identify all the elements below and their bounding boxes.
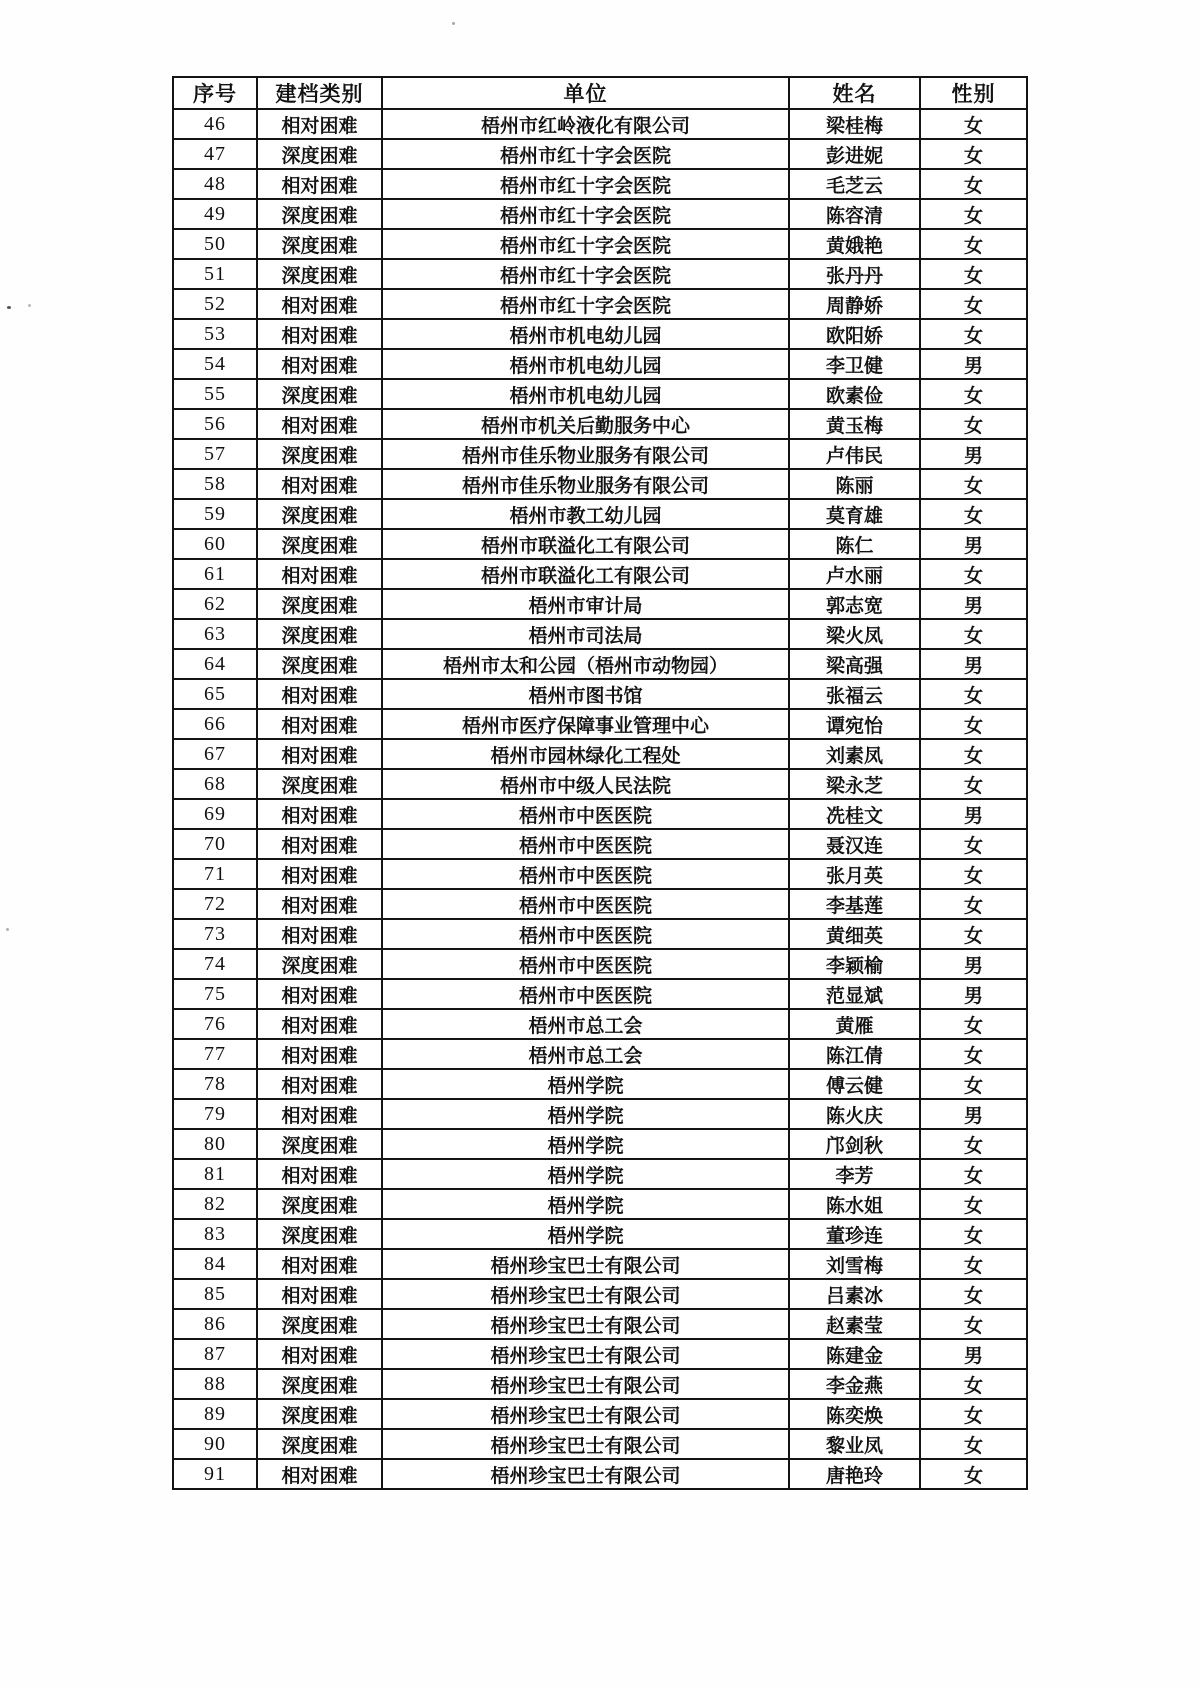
- serial-number-cell: 56: [173, 409, 257, 439]
- filing-category-cell: 相对困难: [257, 979, 382, 1009]
- serial-number-cell: 81: [173, 1159, 257, 1189]
- work-unit-cell: 梧州市红十字会医院: [382, 259, 789, 289]
- filing-category-cell: 深度困难: [257, 769, 382, 799]
- table-row: [173, 439, 1027, 469]
- serial-number-cell: 68: [173, 769, 257, 799]
- person-name-cell: 彭进妮: [789, 139, 920, 169]
- gender-cell: 女: [920, 619, 1027, 649]
- table-row: [173, 889, 1027, 919]
- filing-category-cell: 深度困难: [257, 1219, 382, 1249]
- gender-cell: 男: [920, 439, 1027, 469]
- serial-number-cell: 80: [173, 1129, 257, 1159]
- work-unit-cell: 梧州学院: [382, 1069, 789, 1099]
- work-unit-cell: 梧州市红十字会医院: [382, 229, 789, 259]
- person-name-cell: 欧阳娇: [789, 319, 920, 349]
- filing-category-cell: 深度困难: [257, 1369, 382, 1399]
- serial-number-cell: 85: [173, 1279, 257, 1309]
- serial-number-cell: 55: [173, 379, 257, 409]
- person-name-cell: 黎业凤: [789, 1429, 920, 1459]
- table-row: [173, 1459, 1027, 1489]
- person-name-cell: 刘素凤: [789, 739, 920, 769]
- person-name-cell: 范显斌: [789, 979, 920, 1009]
- gender-cell: 女: [920, 859, 1027, 889]
- work-unit-cell: 梧州市中医医院: [382, 889, 789, 919]
- work-unit-cell: 梧州市红岭液化有限公司: [382, 109, 789, 139]
- person-name-cell: 张月英: [789, 859, 920, 889]
- serial-number-cell: 70: [173, 829, 257, 859]
- table-row: [173, 949, 1027, 979]
- work-unit-cell: 梧州珍宝巴士有限公司: [382, 1369, 789, 1399]
- work-unit-cell: 梧州珍宝巴士有限公司: [382, 1399, 789, 1429]
- gender-cell: 男: [920, 979, 1027, 1009]
- table-body: [173, 109, 1027, 1489]
- gender-cell: 女: [920, 739, 1027, 769]
- table-row: [173, 1159, 1027, 1189]
- table-row: [173, 199, 1027, 229]
- person-name-cell: 李芳: [789, 1159, 920, 1189]
- filing-category-cell: 相对困难: [257, 1249, 382, 1279]
- header-row: [173, 77, 1027, 109]
- work-unit-cell: 梧州珍宝巴士有限公司: [382, 1309, 789, 1339]
- person-name-cell: 赵素莹: [789, 1309, 920, 1339]
- serial-number-cell: 79: [173, 1099, 257, 1129]
- gender-cell: 女: [920, 1429, 1027, 1459]
- gender-cell: 女: [920, 1069, 1027, 1099]
- gender-cell: 女: [920, 709, 1027, 739]
- person-name-cell: 刘雪梅: [789, 1249, 920, 1279]
- gender-cell: 男: [920, 1339, 1027, 1369]
- work-unit-cell: 梧州市联溢化工有限公司: [382, 559, 789, 589]
- table-row: [173, 409, 1027, 439]
- person-name-cell: 梁火凤: [789, 619, 920, 649]
- serial-number-cell: 75: [173, 979, 257, 1009]
- header-work-unit: 单位: [382, 77, 789, 109]
- person-name-cell: 陈建金: [789, 1339, 920, 1369]
- filing-category-cell: 深度困难: [257, 1309, 382, 1339]
- filing-category-cell: 深度困难: [257, 1189, 382, 1219]
- work-unit-cell: 梧州市红十字会医院: [382, 169, 789, 199]
- header-gender: 性别: [920, 77, 1027, 109]
- person-name-cell: 聂汉连: [789, 829, 920, 859]
- work-unit-cell: 梧州市太和公园（梧州市动物园）: [382, 649, 789, 679]
- table-row: [173, 1129, 1027, 1159]
- filing-category-cell: 相对困难: [257, 799, 382, 829]
- table-row: [173, 109, 1027, 139]
- filing-category-cell: 相对困难: [257, 889, 382, 919]
- table-row: [173, 1279, 1027, 1309]
- table-row: [173, 319, 1027, 349]
- person-name-cell: 陈容清: [789, 199, 920, 229]
- serial-number-cell: 51: [173, 259, 257, 289]
- serial-number-cell: 67: [173, 739, 257, 769]
- gender-cell: 女: [920, 1159, 1027, 1189]
- roster-table: [172, 76, 1028, 1490]
- table-row: [173, 1099, 1027, 1129]
- table-row: [173, 709, 1027, 739]
- person-name-cell: 梁桂梅: [789, 109, 920, 139]
- table-row: [173, 799, 1027, 829]
- gender-cell: 男: [920, 799, 1027, 829]
- work-unit-cell: 梧州学院: [382, 1129, 789, 1159]
- person-name-cell: 梁永芝: [789, 769, 920, 799]
- serial-number-cell: 47: [173, 139, 257, 169]
- table-row: [173, 139, 1027, 169]
- gender-cell: 男: [920, 649, 1027, 679]
- gender-cell: 女: [920, 259, 1027, 289]
- person-name-cell: 傅云健: [789, 1069, 920, 1099]
- scan-speckle: [7, 306, 11, 309]
- table-row: [173, 229, 1027, 259]
- work-unit-cell: 梧州市总工会: [382, 1009, 789, 1039]
- table-row: [173, 289, 1027, 319]
- filing-category-cell: 相对困难: [257, 739, 382, 769]
- filing-category-cell: 相对困难: [257, 1279, 382, 1309]
- header-serial-number: 序号: [173, 77, 257, 109]
- gender-cell: 女: [920, 409, 1027, 439]
- table-row: [173, 1069, 1027, 1099]
- filing-category-cell: 深度困难: [257, 949, 382, 979]
- filing-category-cell: 深度困难: [257, 259, 382, 289]
- serial-number-cell: 69: [173, 799, 257, 829]
- serial-number-cell: 66: [173, 709, 257, 739]
- gender-cell: 女: [920, 889, 1027, 919]
- table-row: [173, 919, 1027, 949]
- filing-category-cell: 深度困难: [257, 1399, 382, 1429]
- table-header: [173, 77, 1027, 109]
- gender-cell: 女: [920, 499, 1027, 529]
- person-name-cell: 李卫健: [789, 349, 920, 379]
- gender-cell: 女: [920, 679, 1027, 709]
- serial-number-cell: 73: [173, 919, 257, 949]
- gender-cell: 女: [920, 1309, 1027, 1339]
- filing-category-cell: 相对困难: [257, 469, 382, 499]
- serial-number-cell: 84: [173, 1249, 257, 1279]
- table-row: [173, 1309, 1027, 1339]
- work-unit-cell: 梧州市中医医院: [382, 979, 789, 1009]
- work-unit-cell: 梧州市教工幼儿园: [382, 499, 789, 529]
- work-unit-cell: 梧州市中医医院: [382, 799, 789, 829]
- serial-number-cell: 72: [173, 889, 257, 919]
- table-row: [173, 769, 1027, 799]
- gender-cell: 女: [920, 1369, 1027, 1399]
- serial-number-cell: 46: [173, 109, 257, 139]
- serial-number-cell: 62: [173, 589, 257, 619]
- serial-number-cell: 64: [173, 649, 257, 679]
- serial-number-cell: 87: [173, 1339, 257, 1369]
- serial-number-cell: 50: [173, 229, 257, 259]
- filing-category-cell: 相对困难: [257, 169, 382, 199]
- filing-category-cell: 深度困难: [257, 439, 382, 469]
- filing-category-cell: 相对困难: [257, 679, 382, 709]
- gender-cell: 女: [920, 319, 1027, 349]
- table-row: [173, 529, 1027, 559]
- table-row: [173, 349, 1027, 379]
- filing-category-cell: 相对困难: [257, 1459, 382, 1489]
- serial-number-cell: 89: [173, 1399, 257, 1429]
- serial-number-cell: 53: [173, 319, 257, 349]
- filing-category-cell: 深度困难: [257, 379, 382, 409]
- work-unit-cell: 梧州珍宝巴士有限公司: [382, 1279, 789, 1309]
- serial-number-cell: 78: [173, 1069, 257, 1099]
- person-name-cell: 陈仁: [789, 529, 920, 559]
- person-name-cell: 郭志宽: [789, 589, 920, 619]
- gender-cell: 男: [920, 349, 1027, 379]
- person-name-cell: 陈水姐: [789, 1189, 920, 1219]
- serial-number-cell: 74: [173, 949, 257, 979]
- table-row: [173, 679, 1027, 709]
- table-row: [173, 1189, 1027, 1219]
- serial-number-cell: 65: [173, 679, 257, 709]
- filing-category-cell: 相对困难: [257, 409, 382, 439]
- gender-cell: 女: [920, 109, 1027, 139]
- person-name-cell: 李基莲: [789, 889, 920, 919]
- work-unit-cell: 梧州市机关后勤服务中心: [382, 409, 789, 439]
- filing-category-cell: 相对困难: [257, 559, 382, 589]
- gender-cell: 女: [920, 829, 1027, 859]
- table-row: [173, 1369, 1027, 1399]
- table-row: [173, 649, 1027, 679]
- serial-number-cell: 83: [173, 1219, 257, 1249]
- work-unit-cell: 梧州市中医医院: [382, 949, 789, 979]
- gender-cell: 女: [920, 199, 1027, 229]
- serial-number-cell: 76: [173, 1009, 257, 1039]
- filing-category-cell: 深度困难: [257, 499, 382, 529]
- work-unit-cell: 梧州市审计局: [382, 589, 789, 619]
- table-row: [173, 1219, 1027, 1249]
- table-row: [173, 559, 1027, 589]
- serial-number-cell: 59: [173, 499, 257, 529]
- work-unit-cell: 梧州学院: [382, 1099, 789, 1129]
- work-unit-cell: 梧州市机电幼儿园: [382, 319, 789, 349]
- person-name-cell: 梁高强: [789, 649, 920, 679]
- filing-category-cell: 相对困难: [257, 919, 382, 949]
- gender-cell: 女: [920, 289, 1027, 319]
- table-row: [173, 589, 1027, 619]
- filing-category-cell: 深度困难: [257, 229, 382, 259]
- scan-speckle: [28, 304, 31, 307]
- filing-category-cell: 深度困难: [257, 199, 382, 229]
- person-name-cell: 邝剑秋: [789, 1129, 920, 1159]
- person-name-cell: 吕素冰: [789, 1279, 920, 1309]
- serial-number-cell: 91: [173, 1459, 257, 1489]
- person-name-cell: 毛芝云: [789, 169, 920, 199]
- filing-category-cell: 相对困难: [257, 319, 382, 349]
- table-row: [173, 259, 1027, 289]
- person-name-cell: 莫育雄: [789, 499, 920, 529]
- filing-category-cell: 相对困难: [257, 1339, 382, 1369]
- filing-category-cell: 深度困难: [257, 1129, 382, 1159]
- person-name-cell: 陈奕焕: [789, 1399, 920, 1429]
- work-unit-cell: 梧州珍宝巴士有限公司: [382, 1249, 789, 1279]
- person-name-cell: 周静娇: [789, 289, 920, 319]
- person-name-cell: 冼桂文: [789, 799, 920, 829]
- work-unit-cell: 梧州市医疗保障事业管理中心: [382, 709, 789, 739]
- person-name-cell: 卢水丽: [789, 559, 920, 589]
- person-name-cell: 李金燕: [789, 1369, 920, 1399]
- serial-number-cell: 57: [173, 439, 257, 469]
- gender-cell: 女: [920, 919, 1027, 949]
- serial-number-cell: 71: [173, 859, 257, 889]
- header-person-name: 姓名: [789, 77, 920, 109]
- serial-number-cell: 77: [173, 1039, 257, 1069]
- work-unit-cell: 梧州市中级人民法院: [382, 769, 789, 799]
- gender-cell: 女: [920, 1459, 1027, 1489]
- table-row: [173, 739, 1027, 769]
- serial-number-cell: 82: [173, 1189, 257, 1219]
- work-unit-cell: 梧州学院: [382, 1159, 789, 1189]
- work-unit-cell: 梧州市中医医院: [382, 859, 789, 889]
- work-unit-cell: 梧州学院: [382, 1219, 789, 1249]
- work-unit-cell: 梧州学院: [382, 1189, 789, 1219]
- filing-category-cell: 相对困难: [257, 709, 382, 739]
- filing-category-cell: 深度困难: [257, 529, 382, 559]
- gender-cell: 女: [920, 1009, 1027, 1039]
- table-row: [173, 379, 1027, 409]
- person-name-cell: 卢伟民: [789, 439, 920, 469]
- gender-cell: 女: [920, 769, 1027, 799]
- gender-cell: 女: [920, 1399, 1027, 1429]
- gender-cell: 女: [920, 469, 1027, 499]
- gender-cell: 女: [920, 169, 1027, 199]
- serial-number-cell: 54: [173, 349, 257, 379]
- filing-category-cell: 相对困难: [257, 1069, 382, 1099]
- filing-category-cell: 相对困难: [257, 829, 382, 859]
- work-unit-cell: 梧州珍宝巴士有限公司: [382, 1339, 789, 1369]
- filing-category-cell: 深度困难: [257, 649, 382, 679]
- serial-number-cell: 90: [173, 1429, 257, 1459]
- serial-number-cell: 60: [173, 529, 257, 559]
- table-row: [173, 1339, 1027, 1369]
- person-name-cell: 黄娥艳: [789, 229, 920, 259]
- work-unit-cell: 梧州珍宝巴士有限公司: [382, 1429, 789, 1459]
- gender-cell: 女: [920, 379, 1027, 409]
- table-row: [173, 619, 1027, 649]
- filing-category-cell: 相对困难: [257, 289, 382, 319]
- gender-cell: 女: [920, 1249, 1027, 1279]
- table-row: [173, 829, 1027, 859]
- work-unit-cell: 梧州市图书馆: [382, 679, 789, 709]
- work-unit-cell: 梧州市红十字会医院: [382, 139, 789, 169]
- person-name-cell: 黄玉梅: [789, 409, 920, 439]
- scan-speckle: [452, 22, 455, 25]
- person-name-cell: 唐艳玲: [789, 1459, 920, 1489]
- person-name-cell: 谭宛怡: [789, 709, 920, 739]
- filing-category-cell: 相对困难: [257, 1159, 382, 1189]
- work-unit-cell: 梧州市机电幼儿园: [382, 349, 789, 379]
- serial-number-cell: 52: [173, 289, 257, 319]
- person-name-cell: 陈丽: [789, 469, 920, 499]
- scan-speckle: [6, 928, 9, 931]
- gender-cell: 女: [920, 229, 1027, 259]
- serial-number-cell: 48: [173, 169, 257, 199]
- table-row: [173, 859, 1027, 889]
- person-name-cell: 张丹丹: [789, 259, 920, 289]
- filing-category-cell: 深度困难: [257, 619, 382, 649]
- gender-cell: 女: [920, 559, 1027, 589]
- table-row: [173, 1249, 1027, 1279]
- work-unit-cell: 梧州珍宝巴士有限公司: [382, 1459, 789, 1489]
- work-unit-cell: 梧州市中医医院: [382, 919, 789, 949]
- work-unit-cell: 梧州市园林绿化工程处: [382, 739, 789, 769]
- table-row: [173, 1039, 1027, 1069]
- work-unit-cell: 梧州市红十字会医院: [382, 289, 789, 319]
- filing-category-cell: 深度困难: [257, 1429, 382, 1459]
- gender-cell: 女: [920, 1129, 1027, 1159]
- work-unit-cell: 梧州市佳乐物业服务有限公司: [382, 469, 789, 499]
- filing-category-cell: 相对困难: [257, 1099, 382, 1129]
- serial-number-cell: 58: [173, 469, 257, 499]
- table-row: [173, 1429, 1027, 1459]
- person-name-cell: 李颖榆: [789, 949, 920, 979]
- person-name-cell: 黄细英: [789, 919, 920, 949]
- work-unit-cell: 梧州市中医医院: [382, 829, 789, 859]
- serial-number-cell: 63: [173, 619, 257, 649]
- work-unit-cell: 梧州市佳乐物业服务有限公司: [382, 439, 789, 469]
- serial-number-cell: 86: [173, 1309, 257, 1339]
- filing-category-cell: 相对困难: [257, 1039, 382, 1069]
- serial-number-cell: 61: [173, 559, 257, 589]
- table-row: [173, 469, 1027, 499]
- work-unit-cell: 梧州市总工会: [382, 1039, 789, 1069]
- gender-cell: 男: [920, 529, 1027, 559]
- filing-category-cell: 深度困难: [257, 589, 382, 619]
- gender-cell: 女: [920, 1219, 1027, 1249]
- filing-category-cell: 深度困难: [257, 139, 382, 169]
- work-unit-cell: 梧州市司法局: [382, 619, 789, 649]
- serial-number-cell: 88: [173, 1369, 257, 1399]
- gender-cell: 男: [920, 589, 1027, 619]
- person-name-cell: 董珍连: [789, 1219, 920, 1249]
- person-name-cell: 张福云: [789, 679, 920, 709]
- gender-cell: 女: [920, 1039, 1027, 1069]
- serial-number-cell: 49: [173, 199, 257, 229]
- person-name-cell: 陈火庆: [789, 1099, 920, 1129]
- filing-category-cell: 相对困难: [257, 109, 382, 139]
- table-row: [173, 499, 1027, 529]
- person-name-cell: 陈江倩: [789, 1039, 920, 1069]
- table-row: [173, 979, 1027, 1009]
- work-unit-cell: 梧州市联溢化工有限公司: [382, 529, 789, 559]
- person-name-cell: 黄雁: [789, 1009, 920, 1039]
- gender-cell: 男: [920, 1099, 1027, 1129]
- table-row: [173, 169, 1027, 199]
- work-unit-cell: 梧州市机电幼儿园: [382, 379, 789, 409]
- filing-category-cell: 相对困难: [257, 859, 382, 889]
- gender-cell: 女: [920, 1189, 1027, 1219]
- gender-cell: 女: [920, 1279, 1027, 1309]
- header-filing-category: 建档类别: [257, 77, 382, 109]
- filing-category-cell: 相对困难: [257, 349, 382, 379]
- person-name-cell: 欧素俭: [789, 379, 920, 409]
- gender-cell: 女: [920, 139, 1027, 169]
- filing-category-cell: 相对困难: [257, 1009, 382, 1039]
- table-row: [173, 1399, 1027, 1429]
- table-row: [173, 1009, 1027, 1039]
- work-unit-cell: 梧州市红十字会医院: [382, 199, 789, 229]
- gender-cell: 男: [920, 949, 1027, 979]
